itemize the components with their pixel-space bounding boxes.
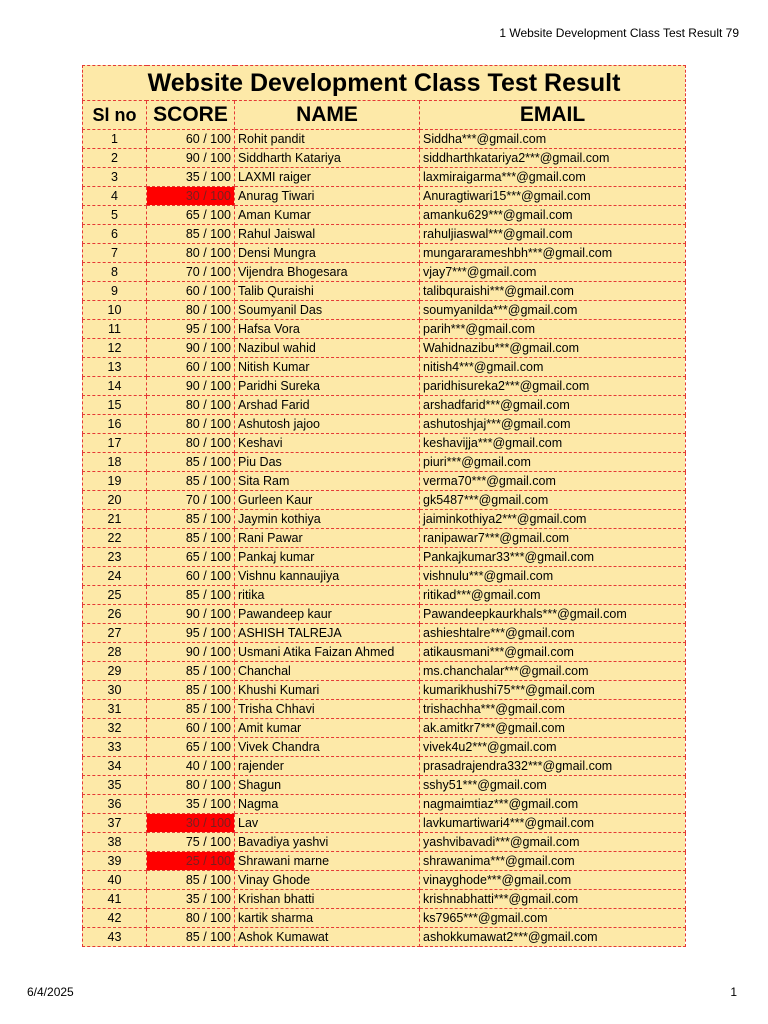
cell-email: Wahidnazibu***@gmail.com bbox=[420, 339, 686, 358]
cell-name: Vijendra Bhogesara bbox=[235, 263, 420, 282]
cell-score-failed: 25 / 100 bbox=[147, 852, 235, 871]
cell-email: Pawandeepkaurkhals***@gmail.com bbox=[420, 605, 686, 624]
cell-score: 60 / 100 bbox=[147, 282, 235, 301]
cell-email: piuri***@gmail.com bbox=[420, 453, 686, 472]
cell-name: ASHISH TALREJA bbox=[235, 624, 420, 643]
cell-name: Densi Mungra bbox=[235, 244, 420, 263]
table-row bbox=[83, 738, 686, 757]
cell-email: gk5487***@gmail.com bbox=[420, 491, 686, 510]
cell-email: vivek4u2***@gmail.com bbox=[420, 738, 686, 757]
table-row bbox=[83, 453, 686, 472]
cell-email: ranipawar7***@gmail.com bbox=[420, 529, 686, 548]
footer-date: 6/4/2025 bbox=[27, 985, 74, 999]
cell-email: parih***@gmail.com bbox=[420, 320, 686, 339]
cell-sl-no: 25 bbox=[83, 586, 147, 605]
cell-email: keshavijja***@gmail.com bbox=[420, 434, 686, 453]
cell-sl-no: 24 bbox=[83, 567, 147, 586]
cell-email: jaiminkothiya2***@gmail.com bbox=[420, 510, 686, 529]
table-row bbox=[83, 890, 686, 909]
cell-name: Shagun bbox=[235, 776, 420, 795]
table-row bbox=[83, 244, 686, 263]
cell-email: arshadfarid***@gmail.com bbox=[420, 396, 686, 415]
cell-sl-no: 22 bbox=[83, 529, 147, 548]
cell-email: nagmaimtiaz***@gmail.com bbox=[420, 795, 686, 814]
cell-email: verma70***@gmail.com bbox=[420, 472, 686, 491]
cell-sl-no: 21 bbox=[83, 510, 147, 529]
cell-name: Rani Pawar bbox=[235, 529, 420, 548]
cell-score: 35 / 100 bbox=[147, 795, 235, 814]
cell-score: 95 / 100 bbox=[147, 624, 235, 643]
cell-name: Pawandeep kaur bbox=[235, 605, 420, 624]
table-row bbox=[83, 605, 686, 624]
cell-sl-no: 27 bbox=[83, 624, 147, 643]
cell-score: 65 / 100 bbox=[147, 548, 235, 567]
cell-score: 85 / 100 bbox=[147, 453, 235, 472]
table-row bbox=[83, 814, 686, 833]
cell-email: mungararameshbh***@gmail.com bbox=[420, 244, 686, 263]
cell-email: Pankajkumar33***@gmail.com bbox=[420, 548, 686, 567]
header-sl-no: Sl no bbox=[83, 101, 147, 130]
table-row bbox=[83, 396, 686, 415]
cell-name: Vinay Ghode bbox=[235, 871, 420, 890]
table-row bbox=[83, 187, 686, 206]
cell-sl-no: 29 bbox=[83, 662, 147, 681]
cell-name: Nitish Kumar bbox=[235, 358, 420, 377]
cell-sl-no: 31 bbox=[83, 700, 147, 719]
cell-score: 80 / 100 bbox=[147, 301, 235, 320]
cell-email: laxmiraigarma***@gmail.com bbox=[420, 168, 686, 187]
cell-name: ritika bbox=[235, 586, 420, 605]
cell-score: 85 / 100 bbox=[147, 586, 235, 605]
cell-sl-no: 4 bbox=[83, 187, 147, 206]
cell-name: Shrawani marne bbox=[235, 852, 420, 871]
table-row bbox=[83, 320, 686, 339]
cell-name: Ashutosh jajoo bbox=[235, 415, 420, 434]
table-row bbox=[83, 358, 686, 377]
cell-email: ashutoshjaj***@gmail.com bbox=[420, 415, 686, 434]
cell-score: 85 / 100 bbox=[147, 871, 235, 890]
table-row bbox=[83, 168, 686, 187]
cell-name: Nagma bbox=[235, 795, 420, 814]
cell-name: Krishan bhatti bbox=[235, 890, 420, 909]
table-row bbox=[83, 548, 686, 567]
table-row bbox=[83, 624, 686, 643]
cell-sl-no: 13 bbox=[83, 358, 147, 377]
cell-score: 40 / 100 bbox=[147, 757, 235, 776]
table-row bbox=[83, 852, 686, 871]
table-row bbox=[83, 149, 686, 168]
cell-email: nitish4***@gmail.com bbox=[420, 358, 686, 377]
cell-email: trishachha***@gmail.com bbox=[420, 700, 686, 719]
cell-email: sshy51***@gmail.com bbox=[420, 776, 686, 795]
cell-score: 80 / 100 bbox=[147, 434, 235, 453]
cell-name: Chanchal bbox=[235, 662, 420, 681]
table-row bbox=[83, 928, 686, 947]
cell-name: Siddharth Katariya bbox=[235, 149, 420, 168]
table-row bbox=[83, 301, 686, 320]
cell-score: 85 / 100 bbox=[147, 662, 235, 681]
cell-sl-no: 9 bbox=[83, 282, 147, 301]
table-row bbox=[83, 529, 686, 548]
table-row bbox=[83, 833, 686, 852]
cell-sl-no: 16 bbox=[83, 415, 147, 434]
cell-email: ashieshtalre***@gmail.com bbox=[420, 624, 686, 643]
cell-score: 90 / 100 bbox=[147, 339, 235, 358]
cell-score: 65 / 100 bbox=[147, 738, 235, 757]
cell-sl-no: 3 bbox=[83, 168, 147, 187]
cell-sl-no: 28 bbox=[83, 643, 147, 662]
cell-sl-no: 36 bbox=[83, 795, 147, 814]
cell-email: prasadrajendra332***@gmail.com bbox=[420, 757, 686, 776]
cell-name: rajender bbox=[235, 757, 420, 776]
table-row bbox=[83, 795, 686, 814]
table-row bbox=[83, 681, 686, 700]
cell-sl-no: 10 bbox=[83, 301, 147, 320]
cell-email: ak.amitkr7***@gmail.com bbox=[420, 719, 686, 738]
cell-name: Rahul Jaiswal bbox=[235, 225, 420, 244]
cell-score: 70 / 100 bbox=[147, 491, 235, 510]
cell-email: shrawanima***@gmail.com bbox=[420, 852, 686, 871]
cell-sl-no: 18 bbox=[83, 453, 147, 472]
cell-email: ms.chanchalar***@gmail.com bbox=[420, 662, 686, 681]
cell-email: lavkumartiwari4***@gmail.com bbox=[420, 814, 686, 833]
cell-email: soumyanilda***@gmail.com bbox=[420, 301, 686, 320]
cell-sl-no: 40 bbox=[83, 871, 147, 890]
cell-sl-no: 32 bbox=[83, 719, 147, 738]
cell-score: 85 / 100 bbox=[147, 928, 235, 947]
cell-score: 90 / 100 bbox=[147, 377, 235, 396]
cell-email: paridhisureka2***@gmail.com bbox=[420, 377, 686, 396]
cell-sl-no: 1 bbox=[83, 130, 147, 149]
cell-name: Soumyanil Das bbox=[235, 301, 420, 320]
cell-sl-no: 42 bbox=[83, 909, 147, 928]
cell-name: Sita Ram bbox=[235, 472, 420, 491]
cell-score: 80 / 100 bbox=[147, 244, 235, 263]
cell-sl-no: 37 bbox=[83, 814, 147, 833]
cell-score: 35 / 100 bbox=[147, 168, 235, 187]
cell-email: amanku629***@gmail.com bbox=[420, 206, 686, 225]
cell-name: Gurleen Kaur bbox=[235, 491, 420, 510]
cell-name: Arshad Farid bbox=[235, 396, 420, 415]
table-row bbox=[83, 434, 686, 453]
cell-sl-no: 23 bbox=[83, 548, 147, 567]
cell-score: 85 / 100 bbox=[147, 472, 235, 491]
cell-name: Nazibul wahid bbox=[235, 339, 420, 358]
cell-name: kartik sharma bbox=[235, 909, 420, 928]
cell-name: Trisha Chhavi bbox=[235, 700, 420, 719]
cell-score: 60 / 100 bbox=[147, 719, 235, 738]
cell-score: 90 / 100 bbox=[147, 149, 235, 168]
cell-score: 60 / 100 bbox=[147, 130, 235, 149]
table-row bbox=[83, 415, 686, 434]
cell-sl-no: 38 bbox=[83, 833, 147, 852]
table-row bbox=[83, 510, 686, 529]
cell-score: 70 / 100 bbox=[147, 263, 235, 282]
cell-email: vinayghode***@gmail.com bbox=[420, 871, 686, 890]
cell-email: vjay7***@gmail.com bbox=[420, 263, 686, 282]
header-row bbox=[83, 101, 686, 130]
table-title: Website Development Class Test Result bbox=[83, 66, 686, 101]
cell-email: ks7965***@gmail.com bbox=[420, 909, 686, 928]
table-row bbox=[83, 567, 686, 586]
cell-sl-no: 8 bbox=[83, 263, 147, 282]
header-name: NAME bbox=[235, 101, 420, 130]
cell-email: krishnabhatti***@gmail.com bbox=[420, 890, 686, 909]
header-score: SCORE bbox=[147, 101, 235, 130]
table-row bbox=[83, 700, 686, 719]
cell-sl-no: 33 bbox=[83, 738, 147, 757]
cell-email: yashvibavadi***@gmail.com bbox=[420, 833, 686, 852]
cell-sl-no: 14 bbox=[83, 377, 147, 396]
cell-score: 85 / 100 bbox=[147, 510, 235, 529]
cell-score: 90 / 100 bbox=[147, 643, 235, 662]
footer-page-number: 1 bbox=[730, 985, 737, 999]
cell-name: Usmani Atika Faizan Ahmed bbox=[235, 643, 420, 662]
cell-sl-no: 5 bbox=[83, 206, 147, 225]
cell-email: talibquraishi***@gmail.com bbox=[420, 282, 686, 301]
table-row bbox=[83, 871, 686, 890]
cell-score: 85 / 100 bbox=[147, 681, 235, 700]
cell-score: 35 / 100 bbox=[147, 890, 235, 909]
header-email: EMAIL bbox=[420, 101, 686, 130]
results-table bbox=[82, 65, 686, 947]
cell-score: 90 / 100 bbox=[147, 605, 235, 624]
cell-score: 80 / 100 bbox=[147, 415, 235, 434]
cell-sl-no: 41 bbox=[83, 890, 147, 909]
cell-name: Paridhi Sureka bbox=[235, 377, 420, 396]
cell-score: 95 / 100 bbox=[147, 320, 235, 339]
cell-email: rahuljiaswal***@gmail.com bbox=[420, 225, 686, 244]
cell-name: Bavadiya yashvi bbox=[235, 833, 420, 852]
cell-sl-no: 2 bbox=[83, 149, 147, 168]
cell-name: Keshavi bbox=[235, 434, 420, 453]
cell-email: siddharthkatariya2***@gmail.com bbox=[420, 149, 686, 168]
cell-name: Ashok Kumawat bbox=[235, 928, 420, 947]
cell-name: Talib Quraishi bbox=[235, 282, 420, 301]
table-row bbox=[83, 282, 686, 301]
cell-sl-no: 35 bbox=[83, 776, 147, 795]
cell-name: Rohit pandit bbox=[235, 130, 420, 149]
cell-score: 65 / 100 bbox=[147, 206, 235, 225]
print-header: 1 Website Development Class Test Result 79 bbox=[499, 26, 739, 40]
cell-name: Lav bbox=[235, 814, 420, 833]
cell-email: ritikad***@gmail.com bbox=[420, 586, 686, 605]
cell-sl-no: 12 bbox=[83, 339, 147, 358]
cell-name: Pankaj kumar bbox=[235, 548, 420, 567]
table-row bbox=[83, 909, 686, 928]
cell-sl-no: 17 bbox=[83, 434, 147, 453]
cell-name: Khushi Kumari bbox=[235, 681, 420, 700]
cell-email: Siddha***@gmail.com bbox=[420, 130, 686, 149]
cell-sl-no: 6 bbox=[83, 225, 147, 244]
table-row bbox=[83, 719, 686, 738]
cell-sl-no: 26 bbox=[83, 605, 147, 624]
table-row bbox=[83, 130, 686, 149]
table-row bbox=[83, 472, 686, 491]
cell-name: Amit kumar bbox=[235, 719, 420, 738]
cell-score: 60 / 100 bbox=[147, 567, 235, 586]
cell-sl-no: 15 bbox=[83, 396, 147, 415]
cell-name: Vivek Chandra bbox=[235, 738, 420, 757]
cell-name: Vishnu kannaujiya bbox=[235, 567, 420, 586]
table-row bbox=[83, 263, 686, 282]
cell-email: vishnulu***@gmail.com bbox=[420, 567, 686, 586]
cell-sl-no: 43 bbox=[83, 928, 147, 947]
cell-name: Jaymin kothiya bbox=[235, 510, 420, 529]
cell-score: 80 / 100 bbox=[147, 396, 235, 415]
table-row bbox=[83, 776, 686, 795]
cell-score: 85 / 100 bbox=[147, 529, 235, 548]
cell-score: 80 / 100 bbox=[147, 909, 235, 928]
table-row bbox=[83, 339, 686, 358]
cell-sl-no: 19 bbox=[83, 472, 147, 491]
cell-sl-no: 34 bbox=[83, 757, 147, 776]
table-row bbox=[83, 206, 686, 225]
cell-name: Aman Kumar bbox=[235, 206, 420, 225]
cell-score: 85 / 100 bbox=[147, 700, 235, 719]
cell-score-failed: 30 / 100 bbox=[147, 814, 235, 833]
cell-sl-no: 11 bbox=[83, 320, 147, 339]
cell-score: 85 / 100 bbox=[147, 225, 235, 244]
table-row bbox=[83, 225, 686, 244]
cell-email: kumarikhushi75***@gmail.com bbox=[420, 681, 686, 700]
cell-name: Anurag Tiwari bbox=[235, 187, 420, 206]
cell-email: atikausmani***@gmail.com bbox=[420, 643, 686, 662]
cell-sl-no: 7 bbox=[83, 244, 147, 263]
table-row bbox=[83, 586, 686, 605]
table-row bbox=[83, 491, 686, 510]
cell-score: 60 / 100 bbox=[147, 358, 235, 377]
cell-name: Hafsa Vora bbox=[235, 320, 420, 339]
cell-score: 80 / 100 bbox=[147, 776, 235, 795]
cell-sl-no: 20 bbox=[83, 491, 147, 510]
cell-sl-no: 30 bbox=[83, 681, 147, 700]
cell-name: Piu Das bbox=[235, 453, 420, 472]
cell-email: ashokkumawat2***@gmail.com bbox=[420, 928, 686, 947]
cell-email: Anuragtiwari15***@gmail.com bbox=[420, 187, 686, 206]
table-row bbox=[83, 662, 686, 681]
cell-sl-no: 39 bbox=[83, 852, 147, 871]
results-sheet bbox=[82, 65, 685, 947]
table-row bbox=[83, 757, 686, 776]
cell-name: LAXMI raiger bbox=[235, 168, 420, 187]
cell-score: 75 / 100 bbox=[147, 833, 235, 852]
cell-score-failed: 30 / 100 bbox=[147, 187, 235, 206]
table-row bbox=[83, 643, 686, 662]
table-row bbox=[83, 377, 686, 396]
